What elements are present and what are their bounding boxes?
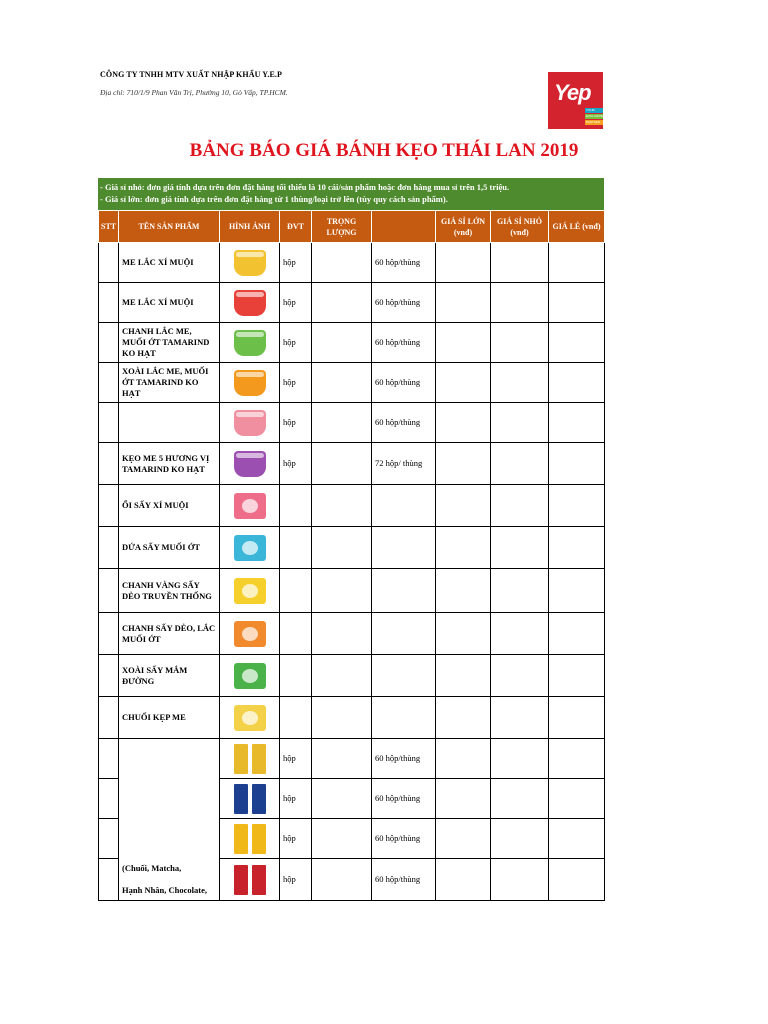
col-header: HÌNH ẢNH <box>220 211 280 243</box>
product-image <box>234 493 266 519</box>
cell-weight <box>312 697 372 739</box>
cell-wholesale-small <box>491 819 549 859</box>
note-line: - Giá sỉ lớn: đơn giá tính dựa trên đơn đặt hàng từ 1 thùng/loại trở lên (tùy quy cách sản phẩm). <box>100 194 448 204</box>
cell-packing <box>372 527 436 569</box>
table-row <box>99 283 605 323</box>
cell-stt <box>99 363 119 403</box>
table-row <box>99 613 605 655</box>
cell-packing <box>372 613 436 655</box>
cell-retail <box>549 243 605 283</box>
table-header-row <box>99 211 605 243</box>
pocky-name-line: Hạnh Nhân, Chocolate, <box>122 885 208 895</box>
company-address: Địa chỉ: 710/1/9 Phan Văn Trị, Phường 10, Gò Vấp, TP.HCM. <box>100 88 288 97</box>
cell-wholesale-large <box>436 527 491 569</box>
cell-stt <box>99 697 119 739</box>
cell-wholesale-large <box>436 485 491 527</box>
cell-retail <box>549 443 605 485</box>
cell-image <box>220 655 280 697</box>
cell-wholesale-large <box>436 443 491 485</box>
cell-weight <box>312 485 372 527</box>
cell-retail <box>549 779 605 819</box>
cell-stt <box>99 243 119 283</box>
cell-stt <box>99 613 119 655</box>
cell-retail <box>549 697 605 739</box>
cell-packing: 60 hộp/thùng <box>372 243 436 283</box>
logo-tag: EXCLUSIVE <box>586 114 603 118</box>
cell-image <box>220 363 280 403</box>
cell-packing: 60 hộp/thùng <box>372 363 436 403</box>
cell-product-name: KẸO ME 5 HƯƠNG VỊ TAMARIND KO HẠT <box>119 443 220 485</box>
product-image <box>234 824 248 854</box>
cell-wholesale-small <box>491 739 549 779</box>
cell-weight <box>312 859 372 901</box>
cell-image <box>220 403 280 443</box>
cell-retail <box>549 527 605 569</box>
col-header: TÊN SẢN PHẨM <box>119 211 220 243</box>
cell-unit: hộp <box>280 739 312 779</box>
cell-retail <box>549 569 605 613</box>
product-image <box>252 865 266 895</box>
cell-stt <box>99 739 119 779</box>
logo-tag: YOUR <box>585 108 603 113</box>
cell-unit: hộp <box>280 859 312 901</box>
cell-weight <box>312 819 372 859</box>
cell-packing: 60 hộp/thùng <box>372 323 436 363</box>
cell-stt <box>99 283 119 323</box>
col-header: GIÁ SỈ LỚN (vnđ) <box>436 211 491 243</box>
cell-stt <box>99 819 119 859</box>
product-image <box>234 744 248 774</box>
table-row <box>99 527 605 569</box>
product-image <box>234 290 266 316</box>
cell-image <box>220 739 280 779</box>
cell-retail <box>549 859 605 901</box>
cell-weight <box>312 569 372 613</box>
cell-stt <box>99 323 119 363</box>
product-image <box>234 410 266 436</box>
cell-image <box>220 613 280 655</box>
cell-stt <box>99 485 119 527</box>
logo-tag: PARTNER <box>585 120 603 125</box>
cell-product-name: CHANH VÀNG SẤY DẺO TRUYỀN THỐNG <box>119 569 220 613</box>
cell-unit: hộp <box>280 443 312 485</box>
cell-packing: 60 hộp/thùng <box>372 283 436 323</box>
cell-packing: 60 hộp/thùng <box>372 779 436 819</box>
col-header: ĐVT <box>280 211 312 243</box>
cell-wholesale-small <box>491 243 549 283</box>
product-image <box>252 744 266 774</box>
cell-packing: 60 hộp/thùng <box>372 403 436 443</box>
cell-wholesale-large <box>436 403 491 443</box>
cell-retail <box>549 363 605 403</box>
cell-wholesale-small <box>491 613 549 655</box>
product-image <box>252 784 266 814</box>
cell-retail <box>549 485 605 527</box>
cell-product-name: XOÀI LẮC ME, MUỐI ỚT TAMARIND KO HẠT <box>119 363 220 403</box>
cell-wholesale-small <box>491 403 549 443</box>
cell-packing <box>372 697 436 739</box>
cell-wholesale-large <box>436 655 491 697</box>
cell-wholesale-large <box>436 613 491 655</box>
col-header: GIÁ LẺ (vnđ) <box>549 211 605 243</box>
product-image <box>234 621 266 647</box>
table-row <box>99 485 605 527</box>
cell-image <box>220 819 280 859</box>
cell-product-name: ỔI SẤY XÍ MUỘI <box>119 485 220 527</box>
cell-product-name: CHUỐI KẸP ME <box>119 697 220 739</box>
cell-wholesale-large <box>436 363 491 403</box>
cell-wholesale-large <box>436 283 491 323</box>
table-row <box>99 403 605 443</box>
table-row <box>99 697 605 739</box>
cell-unit: hộp <box>280 779 312 819</box>
cell-unit <box>280 527 312 569</box>
cell-image <box>220 283 280 323</box>
cell-weight <box>312 363 372 403</box>
product-image <box>252 824 266 854</box>
product-image <box>234 578 266 604</box>
col-header <box>372 211 436 243</box>
cell-retail <box>549 655 605 697</box>
cell-image <box>220 697 280 739</box>
cell-unit: hộp <box>280 243 312 283</box>
cell-unit <box>280 613 312 655</box>
cell-retail <box>549 739 605 779</box>
cell-wholesale-large <box>436 859 491 901</box>
table-row <box>99 323 605 363</box>
product-image <box>234 451 266 477</box>
cell-wholesale-small <box>491 569 549 613</box>
cell-unit: hộp <box>280 819 312 859</box>
cell-wholesale-small <box>491 323 549 363</box>
pocky-name-line: (Chuối, Matcha, <box>122 863 182 873</box>
product-image <box>234 370 266 396</box>
cell-retail <box>549 819 605 859</box>
cell-packing: 72 hộp/ thùng <box>372 443 436 485</box>
cell-wholesale-small <box>491 655 549 697</box>
price-table <box>98 210 605 901</box>
cell-image <box>220 779 280 819</box>
cell-retail <box>549 613 605 655</box>
table-row <box>99 655 605 697</box>
cell-image <box>220 569 280 613</box>
cell-packing <box>372 569 436 613</box>
cell-unit <box>280 569 312 613</box>
cell-stt <box>99 779 119 819</box>
cell-weight <box>312 243 372 283</box>
cell-unit: hộp <box>280 403 312 443</box>
cell-unit <box>280 697 312 739</box>
table-row <box>99 739 605 779</box>
cell-wholesale-large <box>436 739 491 779</box>
cell-packing: 60 hộp/thùng <box>372 859 436 901</box>
cell-retail <box>549 283 605 323</box>
cell-wholesale-large <box>436 569 491 613</box>
cell-weight <box>312 403 372 443</box>
cell-image <box>220 485 280 527</box>
table-row <box>99 243 605 283</box>
cell-product-name: ME LẮC XÍ MUỘI <box>119 243 220 283</box>
pricing-notes <box>98 178 604 210</box>
product-image <box>234 663 266 689</box>
cell-weight <box>312 739 372 779</box>
cell-image <box>220 859 280 901</box>
cell-unit <box>280 485 312 527</box>
product-image <box>234 330 266 356</box>
cell-wholesale-small <box>491 527 549 569</box>
cell-wholesale-large <box>436 697 491 739</box>
cell-packing: 60 hộp/thùng <box>372 739 436 779</box>
cell-retail <box>549 323 605 363</box>
cell-product-name <box>119 739 220 901</box>
page-title: BẢNG BÁO GIÁ BÁNH KẸO THÁI LAN 2019 <box>189 140 579 161</box>
cell-image <box>220 323 280 363</box>
cell-wholesale-large <box>436 323 491 363</box>
col-header: STT <box>99 211 119 243</box>
cell-unit: hộp <box>280 363 312 403</box>
cell-weight <box>312 779 372 819</box>
product-image <box>234 250 266 276</box>
cell-product-name: ME LẮC XÍ MUỘI <box>119 283 220 323</box>
table-row <box>99 443 605 485</box>
product-image <box>234 865 248 895</box>
cell-stt <box>99 569 119 613</box>
cell-wholesale-small <box>491 485 549 527</box>
cell-wholesale-small <box>491 283 549 323</box>
cell-wholesale-small <box>491 443 549 485</box>
cell-retail <box>549 403 605 443</box>
cell-wholesale-large <box>436 819 491 859</box>
cell-product-name: DỨA SẤY MUỐI ỚT <box>119 527 220 569</box>
product-image <box>234 705 266 731</box>
cell-product-name: CHANH SẤY DẺO, LẮC MUỐI ỚT <box>119 613 220 655</box>
cell-product-name <box>119 403 220 443</box>
cell-unit: hộp <box>280 323 312 363</box>
table-row <box>99 569 605 613</box>
cell-unit: hộp <box>280 283 312 323</box>
yep-logo <box>548 72 603 129</box>
table-row <box>99 363 605 403</box>
cell-image <box>220 527 280 569</box>
cell-image <box>220 243 280 283</box>
col-header: GIÁ SỈ NHỎ (vnđ) <box>491 211 549 243</box>
cell-wholesale-small <box>491 363 549 403</box>
cell-weight <box>312 443 372 485</box>
cell-wholesale-large <box>436 243 491 283</box>
cell-stt <box>99 527 119 569</box>
note-line: - Giá sỉ nhỏ: đơn giá tính dựa trên đơn đặt hàng tối thiểu là 10 cái/sản phẩm hoặc đơn hàng mua sỉ trên 1,5 triệu. <box>100 182 510 192</box>
cell-stt <box>99 859 119 901</box>
cell-weight <box>312 283 372 323</box>
cell-unit <box>280 655 312 697</box>
logo-word: Yep <box>554 80 591 105</box>
cell-product-name: CHANH LẮC ME, MUỐI ỚT TAMARIND KO HẠT <box>119 323 220 363</box>
cell-wholesale-small <box>491 697 549 739</box>
cell-weight <box>312 323 372 363</box>
cell-wholesale-small <box>491 859 549 901</box>
cell-weight <box>312 613 372 655</box>
cell-stt <box>99 403 119 443</box>
col-header: TRỌNG LƯỢNG <box>312 211 372 243</box>
cell-packing <box>372 655 436 697</box>
cell-stt <box>99 443 119 485</box>
company-name: CÔNG TY TNHH MTV XUẤT NHẬP KHẨU Y.E.P <box>100 70 283 79</box>
cell-wholesale-small <box>491 779 549 819</box>
cell-packing <box>372 485 436 527</box>
cell-product-name: XOÀI SẤY MẮM ĐƯỜNG <box>119 655 220 697</box>
cell-wholesale-large <box>436 779 491 819</box>
cell-weight <box>312 655 372 697</box>
cell-packing: 60 hộp/thùng <box>372 819 436 859</box>
product-image <box>234 535 266 561</box>
cell-weight <box>312 527 372 569</box>
product-image <box>234 784 248 814</box>
cell-image <box>220 443 280 485</box>
cell-stt <box>99 655 119 697</box>
